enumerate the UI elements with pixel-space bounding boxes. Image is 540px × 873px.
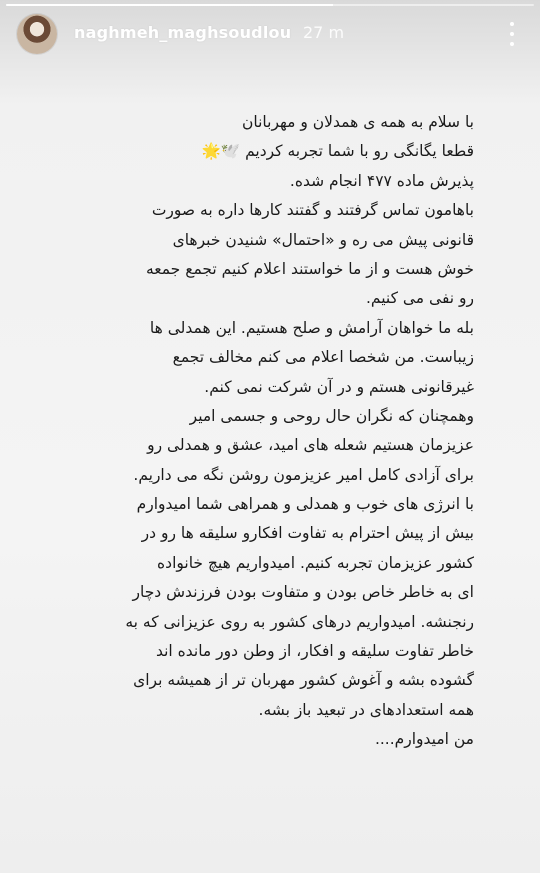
story-text-line: پذیرش ماده ۴۷۷ انجام شده. [289, 171, 474, 190]
story-time: 27 m [303, 23, 345, 42]
story-header [0, 12, 540, 56]
story-text-line: خوش هست و از ما خواستند اعلام کنیم تجمع جمعه [145, 259, 474, 278]
story-text-line: گشوده بشه و آغوش کشور مهربان تر از همیشه برای [133, 671, 474, 690]
story-text-line: عزیزمان هستیم شعله های امید، عشق و همدلی رو [147, 436, 474, 455]
story-text-line: کشور عزیزمان تجربه کنیم. امیدواریم هیچ خانواده [157, 553, 474, 572]
story-text-line: رنجنشه. امیدواریم درهای کشور به روی عزیزانی که به [125, 612, 474, 631]
story-text-line: من امیدوارم.... [374, 730, 474, 749]
story-progress-bar [6, 4, 534, 6]
story-text-line: رو نفی می کنیم. [365, 289, 474, 308]
story-text-line: برای آزادی کامل امیر عزیزمون روشن نگه می داریم. [133, 465, 474, 484]
profile-avatar[interactable] [17, 14, 57, 54]
story-text-line: خاطر تفاوت سلیقه و افکار، از وطن دور مانده اند [155, 642, 474, 661]
story-text-line: بله ما خواهان آرامش و صلح هستیم. این همدلی ها [149, 318, 474, 337]
story-text-content [62, 108, 474, 755]
story-text-line: همه استعدادهای در تبعید باز بشه. [258, 700, 474, 719]
story-text-line: ای به خاطر خاص بودن و متفاوت بودن فرزندش دچار [132, 583, 474, 602]
story-text-line: بیش از پیش احترام به تفاوت افکارو سلیقه ها رو در [141, 524, 474, 543]
story-text-line: با انرژی های خوب و همدلی و همراهی شما امیدوارم [136, 495, 474, 514]
story-text-line: زیباست. من شخصا اعلام می کنم مخالف تجمع [172, 348, 474, 367]
story-text-line: قانونی پیش می ره و «احتمال» شنیدن خبرهای [172, 230, 474, 249]
story-text-line: غیرقانونی هستم و در آن شرکت نمی کنم. [204, 377, 474, 396]
story-text-line: با سلام به همه ی همدلان و مهربانان [242, 113, 474, 131]
story-text-line: باهامون تماس گرفتند و گفتند کارها داره به صورت [151, 201, 474, 220]
profile-username[interactable]: naghmeh_maghsoudlou [74, 23, 292, 42]
more-vertical-icon[interactable] [502, 22, 522, 46]
story-progress-fill [6, 4, 333, 6]
story-text-line: قطعا یگانگی رو با شما تجربه کردیم 🕊️🌟 [201, 142, 474, 161]
story-text-line: وهمچنان که نگران حال روحی و جسمی امیر [189, 406, 474, 425]
